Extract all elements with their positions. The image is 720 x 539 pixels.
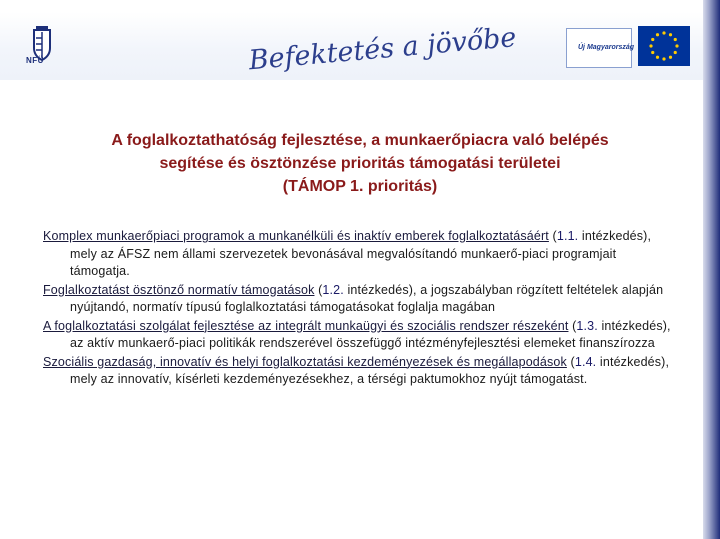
- item-heading: Szociális gazdaság, innovatív és helyi foglalkoztatási kezdeményezések és megállapodások: [43, 354, 567, 369]
- eu-star-icon: [669, 33, 672, 36]
- eu-star-icon: [662, 57, 665, 60]
- item-description: intézkedés), mely az innovatív, kísérleti kezdeményezésekhez, a térségi paktumokhoz nyújt támogatást.: [70, 354, 670, 386]
- title-line-1: A foglalkoztathatóság fejlesztése, a munkaerőpiacra való belépés: [111, 132, 609, 149]
- item-heading: Komplex munkaerőpiaci programok a munkanélküli és inaktív emberek foglalkoztatásáért: [43, 229, 549, 243]
- um-label: Új Magyarország: [578, 44, 635, 51]
- list-item: Szociális gazdaság, innovatív és helyi foglalkoztatási kezdeményezések és megállapodások (1.4. intézkedés), mely az innovatív, kísérleti kezdeményezésekhez, a térségi paktumokhoz nyújt támogatást.: [43, 354, 670, 386]
- eu-star-icon: [651, 51, 654, 54]
- item-code: 1.4.: [574, 354, 597, 369]
- item-description: intézkedés), a jogszabályban rögzített feltételek alapján nyújtandó, normatív típusú foglalkoztatási támogatásokat foglalja magában: [70, 282, 664, 314]
- slide-title: [60, 129, 660, 198]
- slogan-wordmark: [246, 16, 518, 77]
- item-code: 1.2.: [322, 282, 344, 297]
- list-item: Foglalkoztatást ösztönző normatív támogatások (1.2. intézkedés), a jogszabályban rögzített feltételek alapján nyújtandó, normatív típusú foglalkoztatási támogatásokat foglalja magában: [43, 282, 664, 314]
- list-item: A foglalkoztatási szolgálat fejlesztése az integrált munkaügyi és szociális rendszer részeként (1.3. intézkedés), az aktív munkaerő-piaci politikák rendszerével összefüggő intézményfejlesztési elemeket finanszírozza: [43, 318, 671, 350]
- eu-star-icon: [651, 38, 654, 41]
- item-code: 1.1.: [556, 229, 579, 243]
- eu-flag-icon: [638, 26, 690, 66]
- item-description: intézkedés), mely az ÁFSZ nem állami szervezetek bevonásával megvalósítandó munkaerő-piaci programjait támogatja.: [70, 229, 652, 278]
- nfu-label: NFÜ: [26, 56, 44, 65]
- item-heading: A foglalkoztatási szolgálat fejlesztése az integrált munkaügyi és szociális rendszer részeként: [43, 318, 569, 333]
- item-heading: Foglalkoztatást ösztönző normatív támogatások: [43, 282, 315, 297]
- eu-star-icon: [674, 51, 677, 54]
- decorative-side-bar: [703, 0, 720, 539]
- item-description: intézkedés), az aktív munkaerő-piaci politikák rendszerével összefüggő intézményfejlesztési elemeket finanszírozza: [70, 318, 671, 350]
- title-line-2: segítése és ösztönzése prioritás támogatási területei: [159, 155, 561, 172]
- title-line-3: (TÁMOP 1. prioritás): [282, 178, 438, 195]
- slogan-text: Befektetés a jövőbe: [247, 22, 518, 77]
- eu-star-icon: [662, 31, 665, 34]
- eu-star-icon: [675, 44, 678, 47]
- eu-star-icon: [656, 33, 659, 36]
- measure-list: [43, 228, 675, 390]
- eu-star-icon: [656, 56, 659, 59]
- list-item: Komplex munkaerőpiaci programok a munkanélküli és inaktív emberek foglalkoztatásáért (1.1. intézkedés), mely az ÁFSZ nem állami szervezetek bevonásával megvalósítandó munkaerő-piaci programjait támogatja.: [43, 229, 652, 278]
- eu-star-icon: [669, 56, 672, 59]
- eu-star-icon: [674, 38, 677, 41]
- item-code: 1.3.: [576, 318, 598, 333]
- eu-star-icon: [649, 44, 652, 47]
